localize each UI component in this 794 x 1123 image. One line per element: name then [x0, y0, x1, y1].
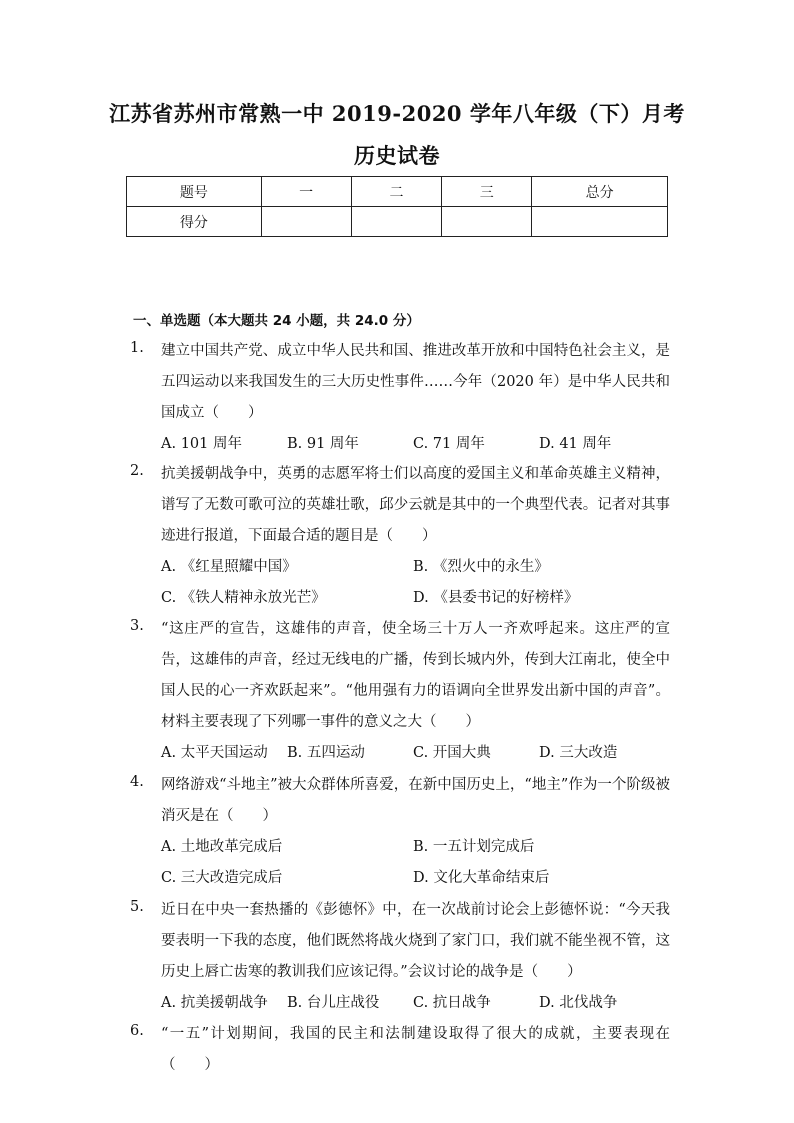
option-item: D. 《县委书记的好榜样》 [413, 590, 579, 606]
option-item: A. 《红星照耀中国》 [161, 559, 297, 575]
exam-title-line1: 江苏省苏州市常熟一中 2019-2020 学年八年级（下）月考 [109, 101, 685, 126]
score-header-cell: 总分 [532, 177, 668, 207]
question-options [161, 552, 670, 614]
option-item: B. 91 周年 [287, 436, 359, 452]
question-item [130, 614, 670, 769]
question-number: 3. [130, 618, 144, 634]
option-item: C. 抗日战争 [413, 995, 491, 1011]
option-item: C. 71 周年 [413, 436, 485, 452]
option-item: A. 太平天国运动 [161, 745, 268, 761]
score-value-cell [532, 207, 668, 237]
score-header-cell: 二 [351, 177, 442, 207]
option-item: C. 《铁人精神永放光芒》 [161, 590, 326, 606]
question-item [130, 336, 670, 460]
score-header-cell: 一 [261, 177, 351, 207]
question-options [161, 429, 670, 460]
question-stem: 建立中国共产党、成立中华人民共和国、推进改革开放和中国特色社会主义，是五四运动以来我国发生的三大历史性事件……今年（2020 年）是中华人民共和国成立（ ） [161, 343, 670, 421]
score-table-header-row [127, 177, 668, 207]
score-header-cell: 三 [442, 177, 532, 207]
question-number: 6. [130, 1023, 144, 1039]
score-table-value-row [127, 207, 668, 237]
question-stem: 近日在中央一套热播的《彭德怀》中，在一次战前讨论会上彭德怀说：“今天我要表明一下我的态度，他们既然将战火烧到了家门口，我们就不能坐视不管，这历史上唇亡齿寒的教训我们应该记得。”会议讨论的战争是（ ） [161, 902, 670, 980]
question-options [161, 738, 670, 769]
option-item: B. 一五计划完成后 [413, 839, 535, 855]
option-item: D. 41 周年 [539, 436, 612, 452]
score-row-label: 得分 [127, 207, 262, 237]
score-table [126, 176, 668, 237]
option-item: A. 抗美援朝战争 [161, 995, 268, 1011]
question-item [130, 895, 670, 1019]
score-value-cell [261, 207, 351, 237]
option-item: D. 北伐战争 [539, 995, 618, 1011]
option-item: A. 土地改革完成后 [161, 839, 283, 855]
score-header-cell: 题号 [127, 177, 262, 207]
score-value-cell [442, 207, 532, 237]
question-item [130, 770, 670, 894]
score-value-cell [351, 207, 442, 237]
section-heading: 一、单选题（本大题共 24 小题，共 24.0 分） [133, 313, 420, 329]
question-number: 4. [130, 774, 144, 790]
question-stem: “这庄严的宣告，这雄伟的声音，使全场三十万人一齐欢呼起来。这庄严的宣告，这雄伟的声音，经过无线电的广播，传到长城内外，传到大江南北，使全中国人民的心一齐欢跃起来”。“他用强有力的语调向全世界发出新中国的声音”。材料主要表现了下列哪一事件的意义之大（ ） [161, 621, 670, 730]
option-item: B. 《烈火中的永生》 [413, 559, 549, 575]
question-number: 5. [130, 899, 144, 915]
question-stem: “一五”计划期间，我国的民主和法制建设取得了很大的成就，主要表现在（ ） [161, 1026, 670, 1073]
option-item: C. 开国大典 [413, 745, 491, 761]
option-item: D. 三大改造 [539, 745, 618, 761]
exam-title-line2: 历史试卷 [354, 143, 440, 168]
question-stem: 抗美援朝战争中，英勇的志愿军将士们以高度的爱国主义和革命英雄主义精神，谱写了无数可歌可泣的英雄壮歌，邱少云就是其中的一个典型代表。记者对其事迹进行报道，下面最合适的题目是（ ） [161, 466, 670, 544]
question-options [161, 832, 670, 894]
option-item: D. 文化大革命结束后 [413, 870, 550, 886]
question-item [130, 459, 670, 614]
option-item: B. 五四运动 [287, 745, 365, 761]
question-item [130, 1019, 670, 1081]
question-number: 1. [130, 340, 144, 356]
question-stem: 网络游戏“斗地主”被大众群体所喜爱，在新中国历史上，“地主”作为一个阶级被消灭是在（ ） [161, 777, 670, 824]
question-options [161, 988, 670, 1019]
option-item: C. 三大改造完成后 [161, 870, 283, 886]
option-item: B. 台儿庄战役 [287, 995, 380, 1011]
question-number: 2. [130, 463, 144, 479]
option-item: A. 101 周年 [161, 436, 242, 452]
